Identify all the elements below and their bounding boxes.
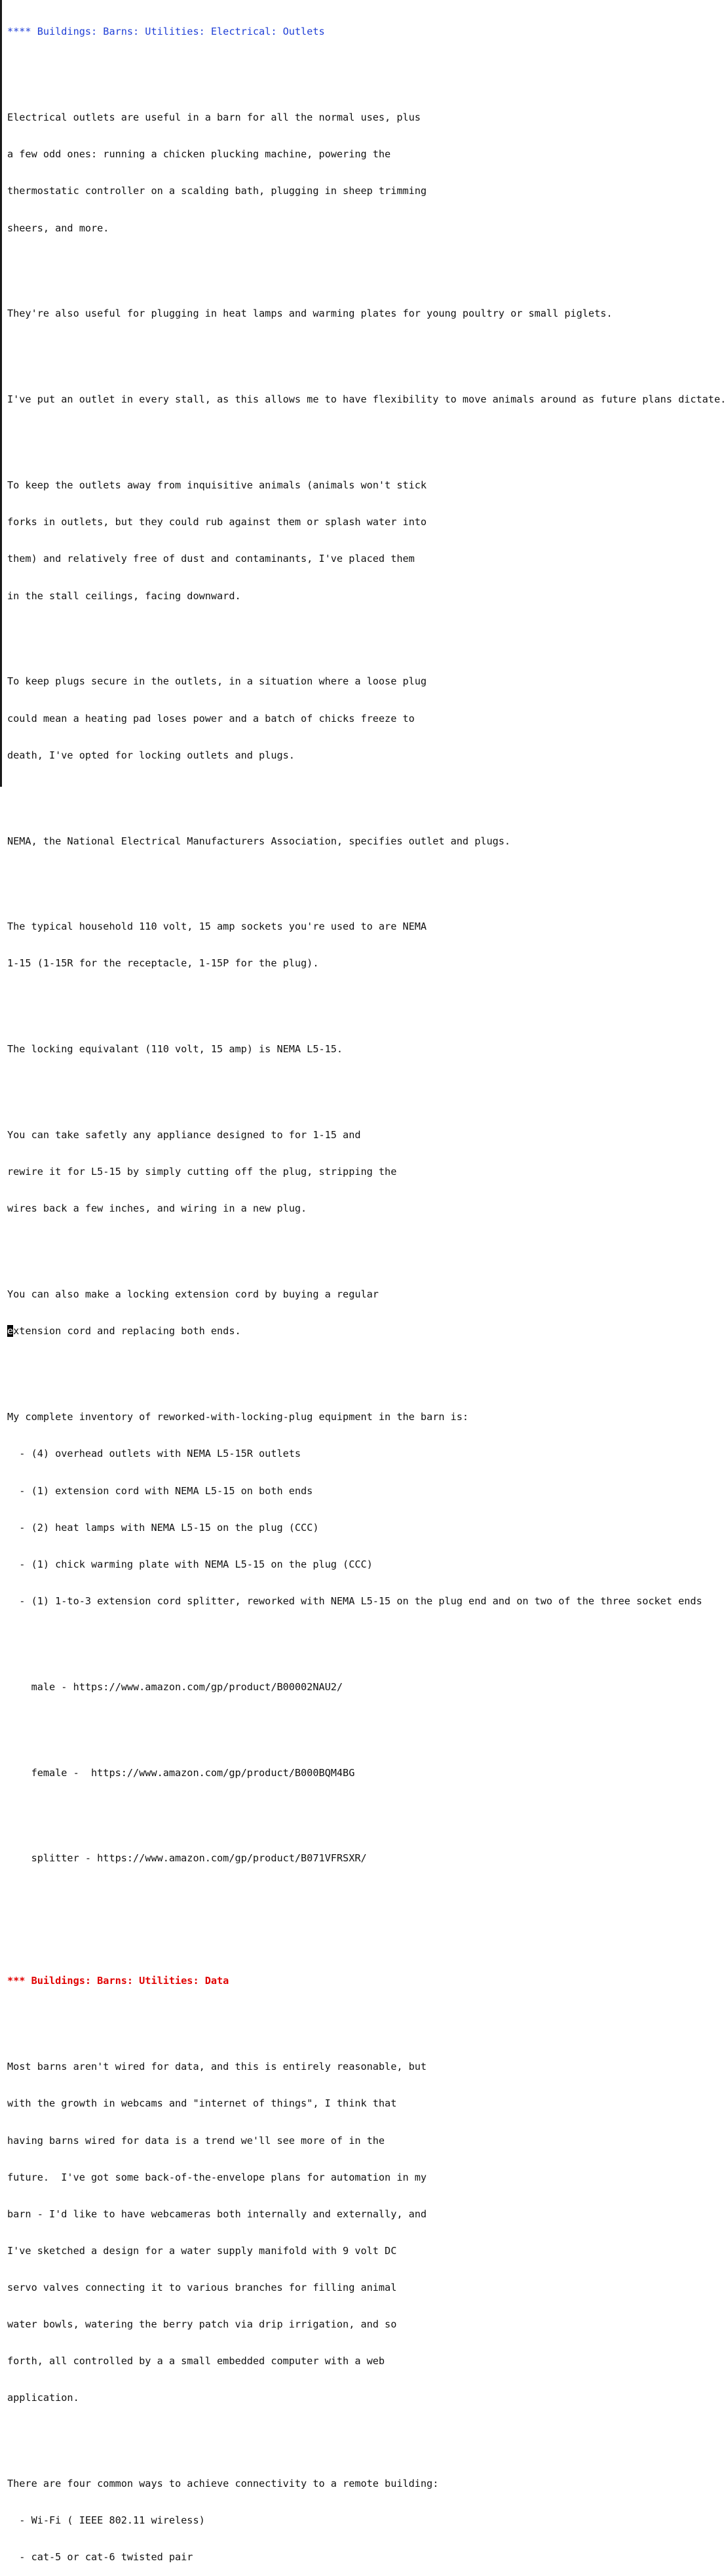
list-item: - (4) overhead outlets with NEMA L5-15R outlets [7,1448,301,1460]
list-item: - cat-5 or cat-6 twisted pair [7,2551,193,2564]
text-line: servo valves connecting it to various branches for filling animal [7,2281,397,2293]
blank-line [7,872,724,884]
blank-line [7,63,724,75]
blank-line [7,786,724,799]
text-line: could mean a heating pad loses power and a batch of chicks freeze to [7,712,415,724]
text-line: The typical household 110 volt, 15 amp sockets you're used to are NEMA [7,921,427,933]
blank-line [7,430,724,443]
list-item: - (1) extension cord with NEMA L5-15 on both ends [7,1484,313,1497]
text-line: sheers, and more. [7,222,109,234]
heading-outlets[interactable]: **** Buildings: Barns: Utilities: Electrical: Outlets [7,26,325,38]
text-line: Most barns aren't wired for data, and this is entirely reasonable, but [7,2061,427,2073]
text-line: There are four common ways to achieve connectivity to a remote building: [7,2478,439,2490]
text-line: 1-15 (1-15R for the receptacle, 1-15P for the plug). [7,957,319,970]
list-item: - Wi-Fi ( IEEE 802.11 wireless) [7,2514,205,2527]
blank-line [7,1718,724,1730]
text-line: having barns wired for data is a trend we'll see more of in the [7,2134,385,2147]
blank-line [7,1804,724,1816]
blank-line [7,627,724,639]
blank-line [7,2012,724,2025]
text-line: barn - I'd like to have webcameras both internally and externally, and [7,2208,427,2220]
text-line: future. I've got some back-of-the-envelope plans for automation in my [7,2171,427,2183]
list-item: - (1) chick warming plate with NEMA L5-15 on the plug (CCC) [7,1558,373,1570]
text-line: They're also useful for plugging in heat lamps and warming plates for young poultry or small piglets. [7,307,613,320]
text-line: You can take safetly any appliance designed to for 1-15 and [7,1129,361,1141]
list-item: - (1) 1-to-3 extension cord splitter, reworked with NEMA L5-15 on the plug end and on two of the three socket ends [7,1595,702,1607]
text-line: with the growth in webcams and "internet of things", I think that [7,2097,397,2110]
text-line: in the stall ceilings, facing downward. [7,589,241,602]
blank-line [7,1080,724,1092]
link-line-splitter[interactable]: splitter - https://www.amazon.com/gp/product/B071VFRSXR/ [7,1852,367,1865]
text-line: Electrical outlets are useful in a barn for all the normal uses, plus [7,111,421,124]
text-line: forth, all controlled by a a small embedded computer with a web [7,2355,385,2368]
text-editor-buffer[interactable] [7,1,724,2576]
text-line: thermostatic controller on a scalding bath, plugging in sheep trimming [7,185,427,197]
blank-line [7,1632,724,1644]
cursor-line [7,1325,724,1338]
blank-line [7,1890,724,1902]
heading-data[interactable]: *** Buildings: Barns: Utilities: Data [7,1975,229,1987]
text-line: To keep the outlets away from inquisitive animals (animals won't stick [7,479,427,492]
text-line-rest: xtension cord and replacing both ends. [13,1325,241,1338]
blank-line [7,1240,724,1252]
link-line-male[interactable]: male - https://www.amazon.com/gp/product/B00002NAU2/ [7,1680,343,1693]
text-line: application. [7,2392,79,2404]
text-line: rewire it for L5-15 by simply cutting off the plug, stripping the [7,1166,397,1178]
text-line: The locking equivalant (110 volt, 15 amp) is NEMA L5-15. [7,1043,343,1056]
blank-line [7,1362,724,1375]
text-line: wires back a few inches, and wiring in a new plug. [7,1202,307,1215]
text-line: forks in outlets, but they could rub against them or splash water into [7,516,427,528]
text-line: them) and relatively free of dust and contaminants, I've placed them [7,553,415,565]
blank-line [7,345,724,357]
editor-left-border [0,0,2,787]
text-line: To keep plugs secure in the outlets, in a situation where a loose plug [7,675,427,688]
text-line: water bowls, watering the berry patch via drip irrigation, and so [7,2318,397,2330]
blank-line [7,1926,724,1939]
blank-line [7,995,724,1007]
text-line: I've put an outlet in every stall, as this allows me to have flexibility to move animals around as future plans dictate. [7,393,726,406]
blank-line [7,259,724,271]
link-line-female[interactable]: female - https://www.amazon.com/gp/product/B000BQM4BG [7,1766,355,1779]
text-cursor[interactable]: e [7,1325,14,1338]
text-line: I've sketched a design for a water supply manifold with 9 volt DC [7,2244,397,2257]
text-line: NEMA, the National Electrical Manufacturers Association, specifies outlet and plugs. [7,835,511,847]
list-item: - (2) heat lamps with NEMA L5-15 on the plug (CCC) [7,1521,319,1534]
blank-line [7,2428,724,2441]
text-line: death, I've opted for locking outlets and plugs. [7,749,295,761]
text-line: a few odd ones: running a chicken plucking machine, powering the [7,148,391,161]
text-line: My complete inventory of reworked-with-locking-plug equipment in the barn is: [7,1411,469,1423]
text-line: You can also make a locking extension cord by buying a regular [7,1288,379,1301]
